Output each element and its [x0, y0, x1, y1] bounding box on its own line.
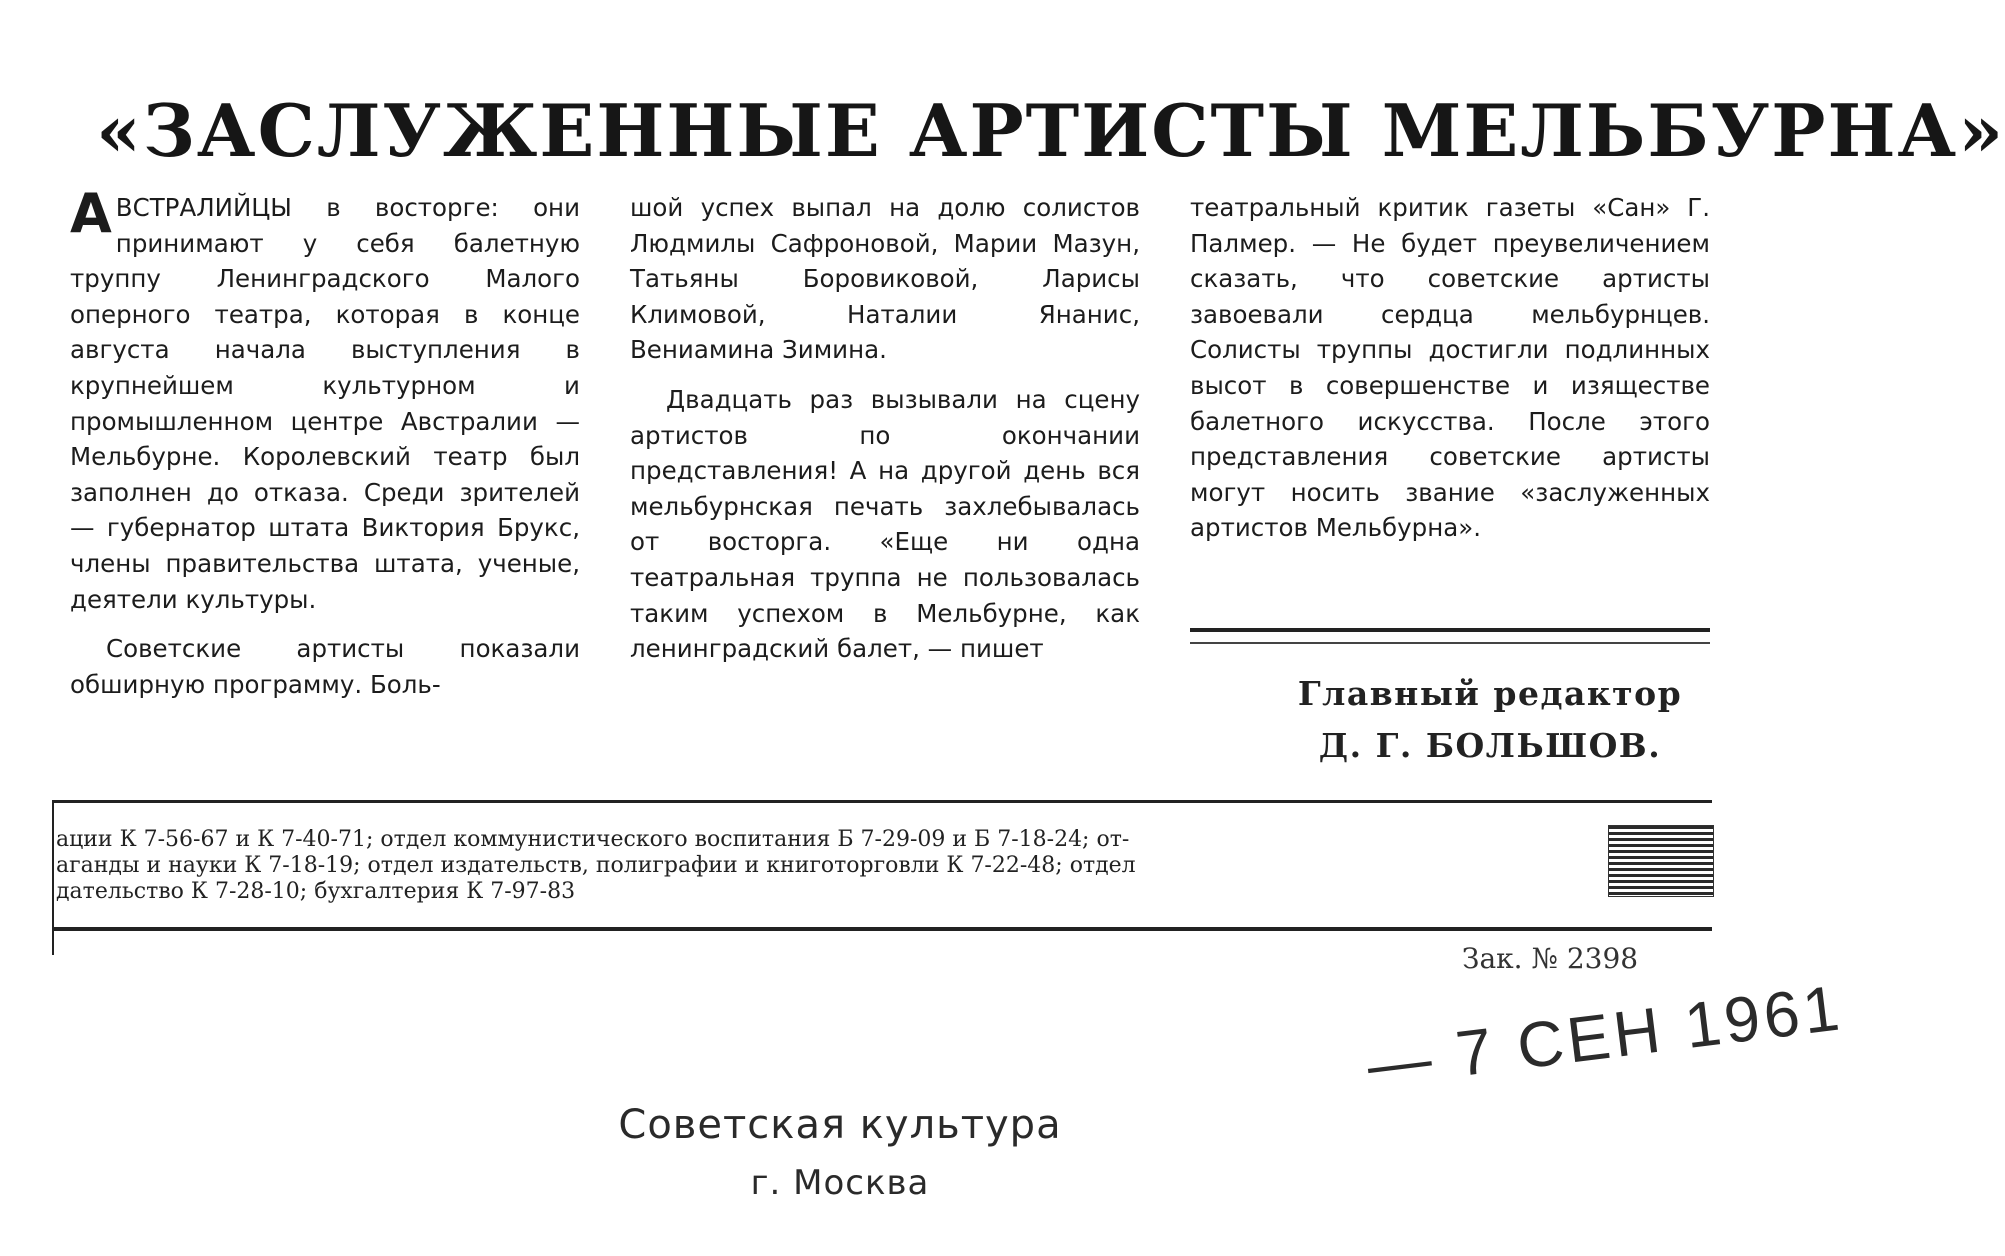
editor-title: Главный редактор [1297, 674, 1683, 713]
article-paragraph [70, 182, 580, 617]
article-paragraph: шой успех выпал на долю солистов Людмилы Сафроновой, Марии Мазун, Татьяны Боровиковой, Ларисы Климовой, Наталии Янанис, Вениамина Зимина. [630, 193, 1140, 365]
source-stamp [560, 1096, 1120, 1212]
editor-signature [1260, 668, 1720, 772]
divider-top [52, 800, 1712, 803]
paragraph-text: ВСТРАЛИЙЦЫ в восторге: они принимают у себя балетную труппу Ленинградского Малого оперного театра, которая в конце августа начала выступления в крупнейшем культурном и промышленном центре Австралии — Мельбурне. Королевский театр был заполнен до отказа. Среди зрителей — губернатор штата Виктория Брукс, члены правительства штата, ученые, деятели культуры. [70, 193, 580, 614]
double-divider [1190, 628, 1710, 644]
date-stamp: — 7 СЕН 1961 [1363, 971, 1847, 1102]
contacts-line: аганды и науки К 7-18-19; отдел издательств, полиграфии и книготорговли К 7-22-48; отдел [56, 853, 1136, 878]
article-column-1 [70, 182, 580, 702]
article-paragraph: театральный критик газеты «Сан» Г. Палмер. — Не будет преувеличением сказать, что советские артисты завоевали сердца мельбурнцев. Солисты труппы достигли подлинных высот в совершенстве и изяществе балетного искусства. После этого представления советские артисты могут носить звание «заслуженных артистов Мельбурна». [1190, 193, 1710, 543]
drop-cap: А [70, 182, 112, 245]
contacts-block [56, 827, 1616, 905]
source-city: г. Москва [750, 1163, 930, 1203]
article-column-2 [630, 190, 1140, 667]
editor-name: Д. Г. БОЛЬШОВ. [1318, 726, 1662, 765]
source-newspaper: Советская культура [618, 1102, 1062, 1148]
contacts-line: дательство К 7-28-10; бухгалтерия К 7-97-83 [56, 879, 576, 904]
contacts-line: ации К 7-56-67 и К 7-40-71; отдел коммунистического воспитания Б 7-29-09 и Б 7-18-24; от- [56, 827, 1130, 852]
publisher-logo-icon [1608, 825, 1714, 897]
order-number: Зак. № 2398 [1462, 942, 1639, 975]
article-headline: «ЗАСЛУЖЕННЫЕ АРТИСТЫ МЕЛЬБУРНА» [96, 88, 2005, 173]
article-paragraph: Двадцать раз вызывали на сцену артистов по окончании представления! А на другой день вся мельбурнская печать захлебывалась от восторга. «Еще ни одна театральная труппа не пользовалась таким успехом в Мельбурне, как ленинградский балет, — пишет [630, 384, 1140, 664]
article-paragraph: Советские артисты показали обширную программу. Боль- [70, 634, 580, 699]
divider-bottom [52, 927, 1712, 931]
divider-left [52, 800, 54, 955]
article-column-3 [1190, 190, 1710, 546]
